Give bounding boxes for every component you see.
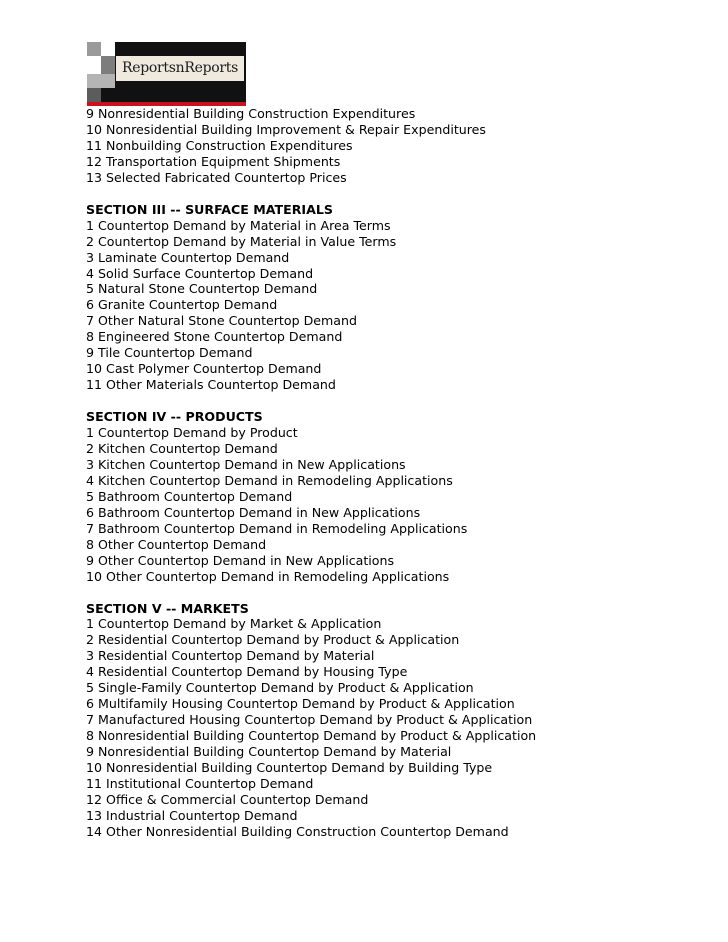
toc-entry: 13 Selected Fabricated Countertop Prices: [86, 169, 347, 185]
toc-entry: 9 Tile Countertop Demand: [86, 345, 253, 361]
toc-entry: 5 Natural Stone Countertop Demand: [86, 281, 318, 297]
section-spacer: [86, 393, 706, 409]
toc-entry: 1 Countertop Demand by Market & Application: [86, 616, 382, 632]
toc-entry: 2 Residential Countertop Demand by Product & Application: [86, 632, 460, 648]
toc-entry: 1 Countertop Demand by Material in Area Terms: [86, 217, 391, 233]
toc-entry: 14 Other Nonresidential Building Construction Countertop Demand: [86, 823, 509, 839]
toc-entry: 2 Kitchen Countertop Demand: [86, 440, 278, 456]
logo-square: [101, 56, 115, 74]
toc-entry: 9 Nonresidential Building Construction Expenditures: [86, 106, 416, 121]
toc-entry: 8 Nonresidential Building Countertop Demand by Product & Application: [86, 728, 537, 744]
toc-entry: 3 Laminate Countertop Demand: [86, 249, 290, 265]
section-heading: SECTION III -- SURFACE MATERIALS: [86, 201, 333, 217]
toc-entry: 9 Other Countertop Demand in New Applications: [86, 552, 395, 568]
toc-entry: 7 Bathroom Countertop Demand in Remodeling Applications: [86, 520, 468, 536]
reportsnreports-logo: [87, 42, 246, 106]
toc-entry: 1 Countertop Demand by Product: [86, 425, 298, 441]
logo-square: [87, 88, 101, 102]
toc-entry: 10 Cast Polymer Countertop Demand: [86, 361, 322, 377]
toc-entry: 12 Office & Commercial Countertop Demand: [86, 791, 369, 807]
logo-square: [87, 74, 115, 88]
section-spacer: [86, 585, 706, 601]
toc-entry: 5 Single-Family Countertop Demand by Product & Application: [86, 680, 474, 696]
logo-square: [101, 42, 115, 56]
table-of-contents: [86, 106, 706, 840]
toc-entry: 3 Kitchen Countertop Demand in New Applications: [86, 456, 406, 472]
toc-entry: 10 Nonresidential Building Improvement & Repair Expenditures: [86, 121, 486, 137]
toc-entry: 4 Residential Countertop Demand by Housing Type: [86, 664, 408, 680]
toc-entry: 7 Manufactured Housing Countertop Demand by Product & Application: [86, 712, 533, 728]
toc-entry: 11 Institutional Countertop Demand: [86, 775, 314, 791]
toc-entry: 6 Bathroom Countertop Demand in New Applications: [86, 504, 421, 520]
toc-entry: 8 Other Countertop Demand: [86, 536, 267, 552]
toc-entry: 4 Solid Surface Countertop Demand: [86, 265, 314, 281]
toc-entry: 5 Bathroom Countertop Demand: [86, 488, 293, 504]
toc-entry: 11 Other Materials Countertop Demand: [86, 377, 336, 393]
logo-square: [87, 56, 101, 74]
section-heading: SECTION IV -- PRODUCTS: [86, 409, 263, 425]
toc-entry: 13 Industrial Countertop Demand: [86, 807, 298, 823]
toc-entry: 11 Nonbuilding Construction Expenditures: [86, 137, 353, 153]
toc-entry: 8 Engineered Stone Countertop Demand: [86, 329, 343, 345]
section-spacer: [86, 186, 706, 202]
toc-entry: 6 Granite Countertop Demand: [86, 297, 278, 313]
toc-entry: 7 Other Natural Stone Countertop Demand: [86, 313, 357, 329]
toc-entry: 2 Countertop Demand by Material in Value Terms: [86, 233, 397, 249]
toc-entry: 10 Other Countertop Demand in Remodeling Applications: [86, 568, 450, 584]
toc-entry: 4 Kitchen Countertop Demand in Remodeling Applications: [86, 472, 453, 488]
logo-square: [87, 42, 101, 56]
toc-entry: 6 Multifamily Housing Countertop Demand by Product & Application: [86, 696, 515, 712]
toc-entry: 12 Transportation Equipment Shipments: [86, 153, 341, 169]
logo-wordmark: ReportsnReports: [116, 56, 244, 81]
toc-entry: 3 Residential Countertop Demand by Material: [86, 648, 375, 664]
section-heading: SECTION V -- MARKETS: [86, 600, 249, 616]
toc-entry: 10 Nonresidential Building Countertop Demand by Building Type: [86, 760, 493, 776]
toc-entry: 9 Nonresidential Building Countertop Demand by Material: [86, 744, 452, 760]
